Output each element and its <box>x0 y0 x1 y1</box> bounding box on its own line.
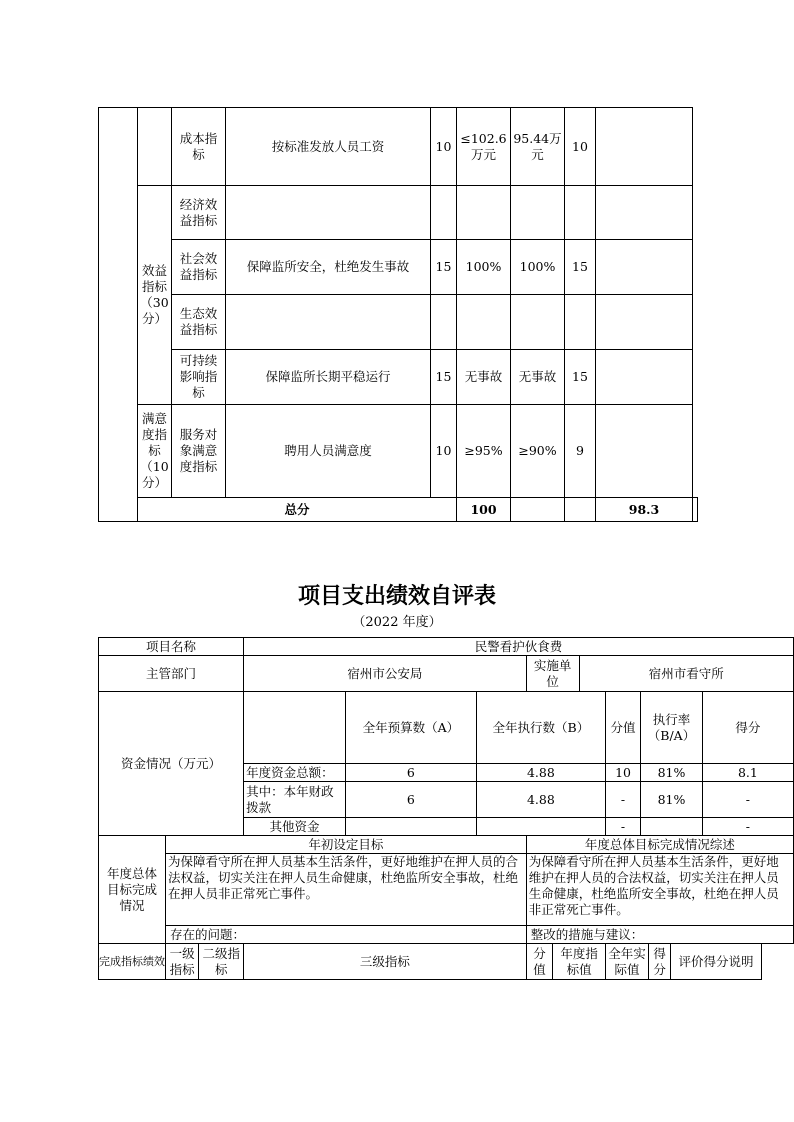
rate-cell: 81% <box>641 764 703 782</box>
score-cell: 10 <box>431 108 457 186</box>
score-cell: - <box>605 818 640 836</box>
impl-unit-label: 实施单位 <box>526 656 579 692</box>
l3-cell <box>226 186 431 240</box>
exec-cell: 4.88 <box>476 782 605 818</box>
impl-unit-value: 宿州市看守所 <box>579 656 793 692</box>
indicator-table-continued <box>98 107 698 522</box>
score-cell: 10 <box>605 764 640 782</box>
score-cell: - <box>605 782 640 818</box>
got-cell <box>565 186 596 240</box>
score-cell: 15 <box>431 240 457 295</box>
l3-head: 三级指标 <box>244 944 527 980</box>
total-label: 总分 <box>138 498 457 522</box>
goal-set-text: 为保障看守所在押人员基本生活条件，更好地维护在押人员的合法权益，切实关注在押人员生命健康，杜绝监所安全事故，杜绝在押人员非正常死亡事件。 <box>166 854 527 926</box>
got-cell: 15 <box>565 350 596 405</box>
got-head: 得分 <box>649 944 671 980</box>
actual-cell: ≥90% <box>511 405 565 498</box>
completion-indicator-head: 完成指标绩效 <box>99 944 166 980</box>
note-cell <box>596 405 693 498</box>
goal-done-head: 年度总体目标完成情况综述 <box>526 836 793 854</box>
total-score: 100 <box>457 498 511 522</box>
target-cell: ≥95% <box>457 405 511 498</box>
funds-row-label: 年度资金总额： <box>244 764 346 782</box>
l3-cell <box>226 295 431 350</box>
score-cell: 10 <box>431 405 457 498</box>
project-name-value: 民警看护伙食费 <box>244 638 794 656</box>
performance-self-evaluation-form <box>98 637 794 980</box>
note-cell <box>596 350 693 405</box>
got-cell: 9 <box>565 405 596 498</box>
annual-goal-label: 年度总体目标完成情况 <box>99 836 166 944</box>
actual-cell: 无事故 <box>511 350 565 405</box>
form-title: 项目支出绩效自评表 <box>297 584 496 609</box>
actual-head: 全年实际值 <box>605 944 648 980</box>
budget-head: 全年预算数（A） <box>345 692 476 764</box>
budget-cell: 6 <box>345 764 476 782</box>
score-head: 分值 <box>605 692 640 764</box>
dept-label: 主管部门 <box>99 656 244 692</box>
target-cell <box>457 186 511 240</box>
got-cell: 15 <box>565 240 596 295</box>
got-head: 得分 <box>702 692 793 764</box>
target-cell: 无事故 <box>457 350 511 405</box>
rate-cell: 81% <box>641 782 703 818</box>
score-cell: 15 <box>431 350 457 405</box>
blank-cell <box>244 692 346 764</box>
note-head: 评价得分说明 <box>671 944 762 980</box>
got-cell: - <box>702 782 793 818</box>
l2-cell: 服务对象满意度指标 <box>172 405 226 498</box>
l3-cell: 按标准发放人员工资 <box>226 108 431 186</box>
project-name-label: 项目名称 <box>99 638 244 656</box>
blank-cell <box>511 498 565 522</box>
score-cell <box>431 186 457 240</box>
form-year: （2022 年度） <box>352 615 442 630</box>
problems-label: 存在的问题： <box>166 926 527 944</box>
score-head: 分值 <box>526 944 553 980</box>
note-cell <box>596 108 693 186</box>
l3-cell: 保障监所长期平稳运行 <box>226 350 431 405</box>
total-got: 98.3 <box>596 498 693 522</box>
note-cell <box>596 240 693 295</box>
l2-cell: 成本指标 <box>172 108 226 186</box>
dept-value: 宿州市公安局 <box>244 656 527 692</box>
actual-cell <box>511 295 565 350</box>
got-cell <box>565 295 596 350</box>
budget-cell <box>345 818 476 836</box>
got-cell: - <box>702 818 793 836</box>
l2-cell: 社会效益指标 <box>172 240 226 295</box>
goal-done-text: 为保障看守所在押人员基本生活条件，更好地维护在押人员的合法权益，切实关注在押人员生命健康，杜绝监所安全事故，杜绝在押人员非正常死亡事件。 <box>526 854 793 926</box>
funds-row-label: 其中：本年财政拨款 <box>244 782 346 818</box>
measures-label: 整改的措施与建议： <box>526 926 793 944</box>
l2-cell: 可持续影响指标 <box>172 350 226 405</box>
l1-head: 一级指标 <box>166 944 199 980</box>
target-head: 年度指标值 <box>553 944 606 980</box>
note-cell <box>596 186 693 240</box>
funds-row-label: 其他资金 <box>244 818 346 836</box>
exec-cell <box>476 818 605 836</box>
target-cell <box>457 295 511 350</box>
l3-cell: 聘用人员满意度 <box>226 405 431 498</box>
target-cell: ≤102.6万元 <box>457 108 511 186</box>
blank-cell <box>138 108 172 186</box>
target-cell: 100% <box>457 240 511 295</box>
goal-set-head: 年初设定目标 <box>166 836 527 854</box>
benefit-indicator-label: 效益指标（30分） <box>138 186 172 405</box>
got-cell: 10 <box>565 108 596 186</box>
exec-head: 全年执行数（B） <box>476 692 605 764</box>
score-cell <box>431 295 457 350</box>
budget-cell: 6 <box>345 782 476 818</box>
blank-cell <box>693 498 698 522</box>
l2-cell: 生态效益指标 <box>172 295 226 350</box>
left-spanning-cell <box>99 108 138 522</box>
rate-head: 执行率（B/A） <box>641 692 703 764</box>
funds-label: 资金情况（万元） <box>99 692 244 836</box>
l3-cell: 保障监所安全，杜绝发生事故 <box>226 240 431 295</box>
note-cell <box>596 295 693 350</box>
actual-cell <box>511 186 565 240</box>
l2-head: 二级指标 <box>199 944 244 980</box>
blank-cell <box>565 498 596 522</box>
l2-cell: 经济效益指标 <box>172 186 226 240</box>
actual-cell: 100% <box>511 240 565 295</box>
exec-cell: 4.88 <box>476 764 605 782</box>
satisfaction-indicator-label: 满意度指标（10分） <box>138 405 172 498</box>
got-cell: 8.1 <box>702 764 793 782</box>
actual-cell: 95.44万元 <box>511 108 565 186</box>
rate-cell <box>641 818 703 836</box>
